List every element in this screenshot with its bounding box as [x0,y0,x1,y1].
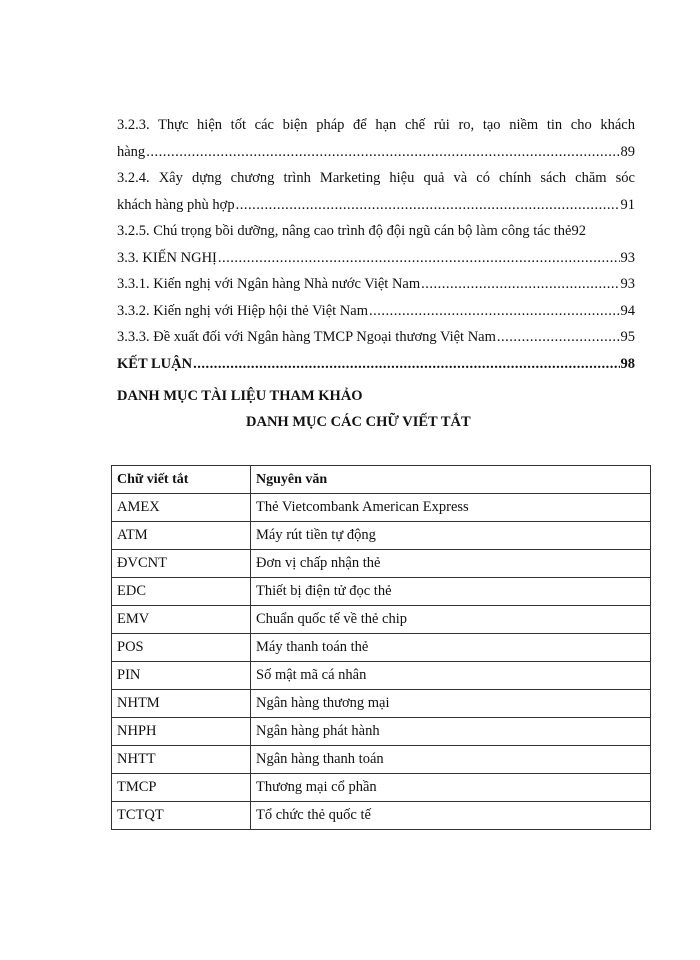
toc-line [117,245,635,272]
toc-line [117,351,635,378]
abbreviation-cell: ATM [112,522,251,550]
toc-line [117,165,635,192]
dot-leader [421,271,619,298]
abbreviation-cell: ĐVCNT [112,550,251,578]
abbreviation-cell: EDC [112,578,251,606]
full-text-cell: Thương mại cổ phần [251,774,651,802]
table-row [112,522,651,550]
full-text-cell: Máy thanh toán thẻ [251,634,651,662]
abbreviation-cell: TMCP [112,774,251,802]
toc-entry-text: 3.3.1. Kiến nghị với Ngân hàng Nhà nước Việt Nam [117,276,421,292]
dot-leader [193,351,619,378]
toc-page-number: 95 [620,329,635,345]
toc-entry-text: hàng [117,143,146,160]
abbreviation-cell: NHTT [112,746,251,774]
toc-page-number: 94 [620,302,635,319]
dot-leader [236,192,620,219]
toc-entry-text: 3.2.4. Xây dựng chương trình Marketing hiệu quả và có chính sách chăm sóc [117,170,635,186]
full-text-cell: Đơn vị chấp nhận thẻ [251,550,651,578]
abbreviation-cell: POS [112,634,251,662]
abbreviation-cell: EMV [112,606,251,634]
toc-entry-text: 3.3. KIẾN NGHỊ [117,249,217,266]
abbreviation-cell: AMEX [112,494,251,522]
abbreviation-cell: PIN [112,662,251,690]
toc-line [117,112,635,139]
references-heading: DANH MỤC TÀI LIỆU THAM KHẢO [117,388,363,404]
toc-line [117,298,635,325]
table-row [112,774,651,802]
abbreviations-table [111,465,651,830]
table-header-row [112,466,651,494]
toc-entry-text: khách hàng phù hợp [117,196,235,213]
toc-entry-text: 3.2.5. Chú trọng bồi dưỡng, nâng cao trình độ đội ngũ cán bộ làm công tác thẻ [117,223,572,239]
dot-leader [369,298,620,325]
table-row [112,690,651,718]
table-row [112,606,651,634]
dot-leader [497,324,620,351]
abbreviations-heading: DANH MỤC CÁC CHỮ VIẾT TẮT [246,414,471,430]
table-row [112,802,651,830]
toc-page-number: 93 [620,276,635,292]
full-text-cell: Ngân hàng phát hành [251,718,651,746]
table-row [112,634,651,662]
column-header-abbreviation: Chữ viết tắt [112,466,251,494]
table-row [112,746,651,774]
table-row [112,550,651,578]
toc-page-number: 91 [620,196,635,213]
table-row [112,718,651,746]
full-text-cell: Chuẩn quốc tế về thẻ chip [251,606,651,634]
toc-line [117,139,635,166]
column-header-full-text: Nguyên văn [251,466,651,494]
full-text-cell: Ngân hàng thương mại [251,690,651,718]
toc-page-number: 89 [620,143,635,160]
abbreviation-cell: NHTM [112,690,251,718]
toc-line [117,218,635,245]
toc-page-number: 93 [620,249,635,266]
toc-page-number: 92 [571,223,586,239]
full-text-cell: Thẻ Vietcombank American Express [251,494,651,522]
full-text-cell: Máy rút tiền tự động [251,522,651,550]
full-text-cell: Thiết bị điện tử đọc thẻ [251,578,651,606]
toc-line [117,192,635,219]
table-row [112,494,651,522]
full-text-cell: Ngân hàng thanh toán [251,746,651,774]
full-text-cell: Số mật mã cá nhân [251,662,651,690]
toc-entry-text: KẾT LUẬN [117,355,193,372]
toc-entry-text: 3.3.3. Đề xuất đối với Ngân hàng TMCP Ngoại thương Việt Nam [117,329,496,345]
table-row [112,662,651,690]
full-text-cell: Tổ chức thẻ quốc tế [251,802,651,830]
toc-entry-text: 3.2.3. Thực hiện tốt các biện pháp để hạn chế rủi ro, tạo niềm tin cho khách [117,117,635,133]
abbreviation-cell: TCTQT [112,802,251,830]
toc-entry-text: 3.3.2. Kiến nghị với Hiệp hội thẻ Việt Nam [117,302,368,319]
abbreviation-cell: NHPH [112,718,251,746]
table-row [112,578,651,606]
toc-line [117,271,635,298]
dot-leader [146,139,619,166]
dot-leader [218,245,620,272]
toc-line [117,324,635,351]
table-of-contents [117,112,635,377]
toc-page-number: 98 [620,355,635,372]
